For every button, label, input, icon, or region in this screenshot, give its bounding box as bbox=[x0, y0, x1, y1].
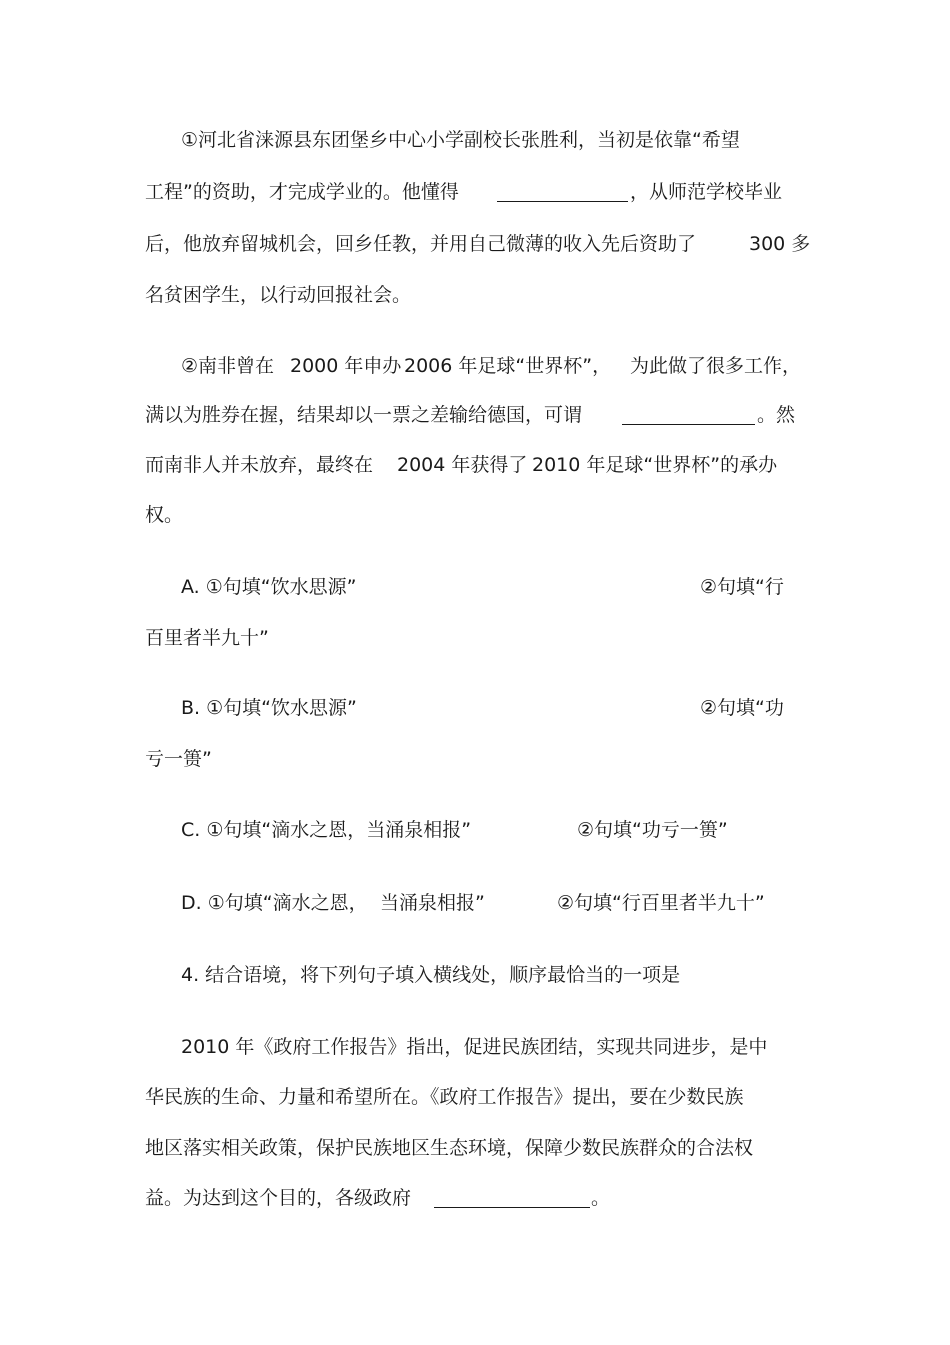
passage2-line3-part3: 2010 年足球“世界杯”的承办 bbox=[532, 454, 778, 476]
passage3-line2: 华民族的生命、力量和希望所在。《政府工作报告》提出，要在少数民族 bbox=[145, 1086, 744, 1108]
option-d-middle: 当涌泉相报” bbox=[380, 892, 485, 914]
passage2-line4: 权。 bbox=[145, 504, 184, 526]
passage1-line2-start: 工程”的资助，才完成学业的。他懂得 bbox=[145, 181, 459, 203]
passage3-line1: 2010 年《政府工作报告》指出，促进民族团结，实现共同进步，是中 bbox=[181, 1036, 768, 1058]
passage2-line3-part1: 而南非人并未放弃，最终在 bbox=[145, 454, 374, 476]
option-c: C. ①句填“滴水之恩，当涌泉相报” bbox=[181, 819, 472, 841]
option-c-second: ②句填“功亏一篑” bbox=[577, 819, 728, 841]
passage2-line1-part1: ②南非曾在 bbox=[181, 355, 275, 377]
option-a-continued: 百里者半九十” bbox=[145, 627, 269, 649]
passage1-line2-end: ，从师范学校毕业 bbox=[630, 181, 783, 203]
option-b-continued: 亏一篑” bbox=[145, 748, 212, 770]
option-d: D. ①句填“滴水之恩， bbox=[181, 892, 368, 914]
passage2-line1-part4: 为此做了很多工作， bbox=[630, 355, 802, 377]
passage3-line4-end: 。 bbox=[591, 1187, 611, 1209]
passage3-line3: 地区落实相关政策，保护民族地区生态环境，保障少数民族群众的合法权 bbox=[145, 1137, 754, 1159]
question-4-stem: 4. 结合语境，将下列句子填入横线处，顺序最恰当的一项是 bbox=[181, 964, 681, 986]
option-a: A. ①句填“饮水思源” bbox=[181, 576, 357, 598]
option-b: B. ①句填“饮水思源” bbox=[181, 697, 357, 719]
option-b-second: ②句填“功 bbox=[700, 697, 784, 719]
passage2-line1-part3: 2006 年足球“世界杯”， bbox=[404, 355, 612, 377]
passage2-line2-end: 。然 bbox=[757, 404, 796, 426]
option-a-second: ②句填“行 bbox=[700, 576, 784, 598]
passage1-line3-end: 300 多 bbox=[749, 233, 811, 255]
passage2-line3-part2: 2004 年获得了 bbox=[397, 454, 528, 476]
fill-blank-2[interactable] bbox=[622, 406, 755, 425]
option-d-second: ②句填“行百里者半九十” bbox=[557, 892, 765, 914]
passage1-line1: ①河北省涞源县东团堡乡中心小学副校长张胜利，当初是依靠“希望 bbox=[181, 129, 740, 151]
passage2-line2-start: 满以为胜券在握，结果却以一票之差输给德国，可谓 bbox=[145, 404, 583, 426]
passage1-line3-start: 后，他放弃留城机会，回乡任教，并用自己微薄的收入先后资助了 bbox=[145, 233, 697, 255]
passage1-line4: 名贫困学生，以行动回报社会。 bbox=[145, 284, 412, 306]
fill-blank-3[interactable] bbox=[434, 1189, 590, 1208]
passage3-line4-start: 益。为达到这个目的，各级政府 bbox=[145, 1187, 412, 1209]
passage2-line1-part2: 2000 年申办 bbox=[290, 355, 402, 377]
fill-blank-1[interactable] bbox=[497, 183, 628, 202]
